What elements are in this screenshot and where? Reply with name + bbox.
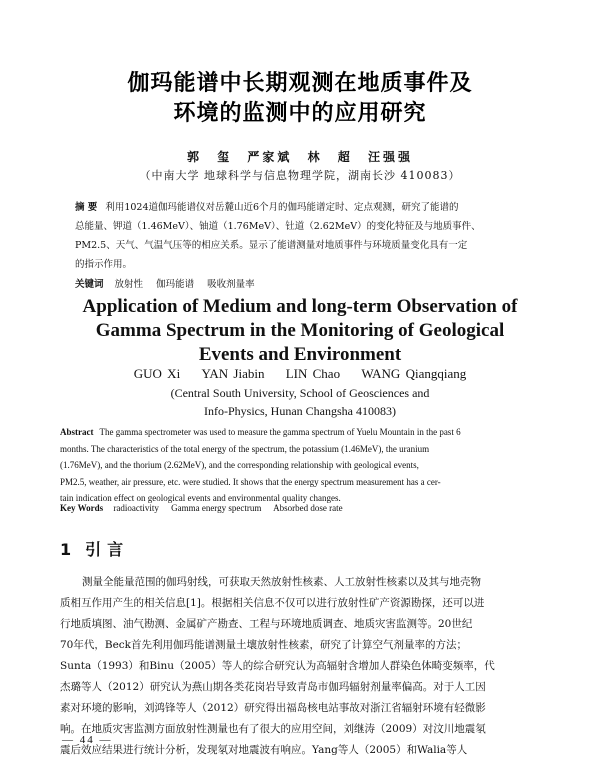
author-name: 郭 玺 (187, 150, 233, 164)
abstract-line: months. The characteristics of the total energy of the spectrum, the potassium (1.46MeV), the uranium (60, 443, 430, 454)
chinese-authors (0, 148, 600, 165)
keyword: 吸收剂量率 (207, 279, 255, 290)
body-line: 杰璐等人（2012）研究认为燕山期各类花岗岩导致青岛市伽玛辐射剂量率偏高。对于人工因 (60, 681, 486, 693)
english-authors (0, 366, 600, 382)
author-name: 汪强强 (367, 150, 413, 164)
section-title: 引言 (85, 540, 130, 559)
abstract-line: PM2.5, weather, air pressure, etc. were studied. It shows that the energy spectrum measurement has a cer- (60, 476, 441, 487)
english-affiliation-line-2: Info-Physics, Hunan Changsha 410083) (204, 404, 396, 418)
abstract-line: 摘 要 利用1024道伽玛能谱仪对岳麓山近6个月的伽玛能谱定时、定点观测，研究了能谱的 (75, 202, 459, 213)
author-name: YAN Jiabin (201, 366, 265, 381)
chinese-title-line-2: 环境的监测中的应用研究 (173, 101, 427, 126)
abstract-line: 的指示作用。 (75, 259, 133, 270)
abstract-line: PM2.5、天气、气温气压等的相应关系。显示了能谱测量对地质事件与环境质量变化具有一定 (75, 240, 468, 251)
keyword: radioactivity (113, 503, 159, 513)
english-affiliation-line-1: (Central South University, School of Geosciences and (170, 386, 430, 400)
body-text (60, 572, 550, 761)
chinese-abstract (75, 198, 535, 274)
body-line: 素对环境的影响，刘鸿锋等人（2012）研究得出福岛核电站事故对浙江省辐射环境有轻微影 (60, 702, 486, 714)
english-keywords (60, 503, 550, 513)
page-number: — 44 — (62, 734, 113, 746)
body-line: 震后效应结果进行统计分析，发现氡对地震波有响应。Yang等人（2005）和Walia等人 (60, 744, 468, 756)
english-abstract (60, 424, 550, 507)
chinese-affiliation: （中南大学 地球科学与信息物理学院，湖南长沙 410083） (139, 169, 461, 182)
keywords-label: Key Words (60, 503, 104, 513)
section-number: 1 (60, 540, 72, 559)
author-name: LIN Chao (285, 366, 341, 381)
chinese-title-line-1: 伽玛能谱中长期观测在地质事件及 (127, 71, 473, 96)
abstract-line: tain indication effect on geological events and environmental quality changes. (60, 493, 341, 503)
abstract-line: Abstract The gamma spectrometer was used to measure the gamma spectrum of Yuelu Mountain in the past 6 (60, 427, 461, 437)
english-title-line-1: Application of Medium and long-term Observation of (82, 296, 518, 317)
author-name: WANG Qiangqiang (361, 366, 467, 381)
chinese-keywords (75, 276, 535, 290)
body-line: 质相互作用产生的相关信息[1]。根据相关信息不仅可以进行放射性矿产资源勘探，还可以进 (60, 597, 485, 609)
body-line: Sunta（1993）和Binu（2005）等人的综合研究认为高辐射含增加人群染色体畸变频率，代 (60, 660, 495, 672)
keyword: Absorbed dose rate (273, 503, 343, 513)
english-title-line-3: Events and Environment (198, 344, 402, 365)
body-line: 行地质填图、油气勘测、金属矿产勘查、工程与环境地质调查、地质灾害监测等。20世纪 (60, 618, 473, 630)
keywords-label: 关键词 (75, 279, 104, 290)
author-name: GUO Xi (133, 366, 181, 381)
abstract-line: 总能量、钾道（1.46MeV）、铀道（1.76MeV）、钍道（2.62MeV）的变化特征及与地质事件、 (75, 221, 481, 232)
english-title-line-2: Gamma Spectrum in the Monitoring of Geological (95, 320, 505, 341)
author-name: 严家斌 (247, 150, 293, 164)
abstract-label: 摘 要 (75, 202, 98, 213)
author-name: 林 超 (307, 150, 353, 164)
section-heading (60, 537, 129, 560)
abstract-label: Abstract (60, 427, 94, 437)
body-line: 测量全能量范围的伽玛射线，可获取天然放射性核素、人工放射性核素以及其与地壳物 (82, 576, 481, 588)
abstract-line: (1.76MeV), and the thorium (2.62MeV), and the corresponding relationship with geological events, (60, 460, 419, 470)
keyword: Gamma energy spectrum (171, 503, 262, 513)
body-line: 70年代，Beck首先利用伽玛能谱测量土壤放射性核素，研究了计算空气剂量率的方法； (60, 639, 468, 651)
body-line: 响。在地质灾害监测方面放射性测量也有了很大的应用空间，刘继涛（2009）对汶川地震氡 (60, 723, 486, 735)
keyword: 放射性 (114, 279, 144, 290)
keyword: 伽玛能谱 (156, 279, 195, 290)
